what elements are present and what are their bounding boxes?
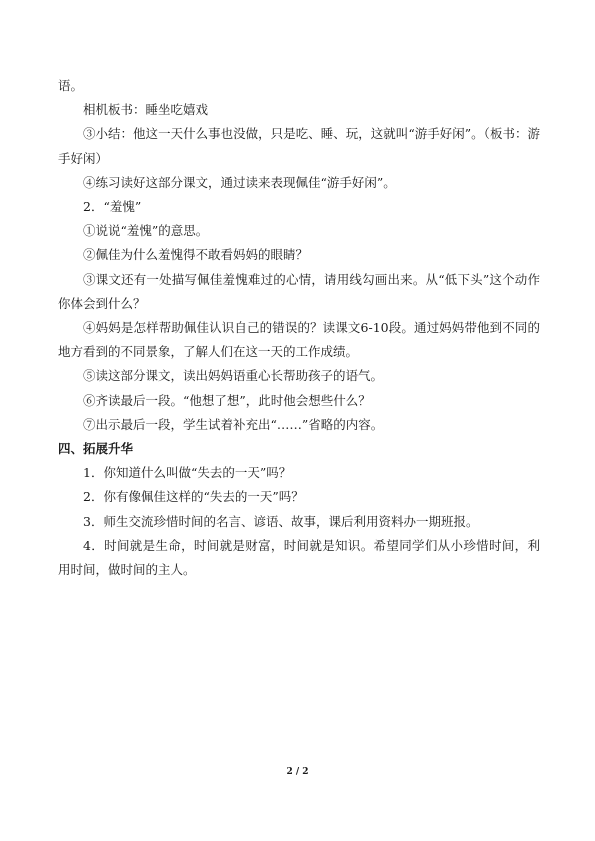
extension-item-3: 3．师生交流珍惜时间的名言、谚语、故事，课后利用资料办一期班报。 — [83, 513, 479, 529]
question-1: ①说说“羞愧”的意思。 — [83, 223, 209, 239]
summary-paragraph: ③小结：他这一天什么事也没做，只是吃、睡、玩，这就叫“游手好闲”。（板书：游手好闲） — [58, 126, 540, 166]
continued-line: 语。 — [58, 78, 84, 93]
extension-item-1: 1．你知道什么叫做“失去的一天”吗？ — [83, 465, 292, 481]
question-4: ④妈妈是怎样帮助佩佳认识自己的错误的？读课文6-10段。通过妈妈带他到不同的地方看到的不同景象，了解人们在这一天的工作成绩。 — [58, 320, 540, 360]
section-2-title: 2．“羞愧” — [83, 199, 142, 215]
page-number: 2 / 2 — [286, 767, 309, 777]
question-5: ⑤读这部分课文，读出妈妈语重心长帮助孩子的语气。 — [83, 368, 384, 384]
practice-paragraph: ④练习读好这部分课文，通过读来表现佩佳“游手好闲”。 — [83, 174, 396, 190]
question-3: ③课文还有一处描写佩佳羞愧难过的心情，请用线勾画出来。从“低下头”这个动作你体会到什么？ — [58, 271, 540, 311]
question-7: ⑦出示最后一段，学生试着补充出“……”省略的内容。 — [83, 416, 384, 432]
board-note: 相机板书：睡坐吃嬉戏 — [83, 102, 209, 118]
extension-item-4: 4．时间就是生命，时间就是财富，时间就是知识。希望同学们从小珍惜时间，利用时间，做时间的主人。 — [58, 537, 540, 578]
document-body — [58, 74, 540, 582]
extension-item-2: 2．你有像佩佳这样的“失去的一天”吗？ — [83, 489, 304, 505]
question-2: ②佩佳为什么羞愧得不敢看妈妈的眼睛？ — [83, 247, 309, 263]
section-4-heading: 四、拓展升华 — [58, 441, 134, 457]
question-6: ⑥齐读最后一段。“他想了想”，此时他会想些什么？ — [83, 392, 371, 408]
